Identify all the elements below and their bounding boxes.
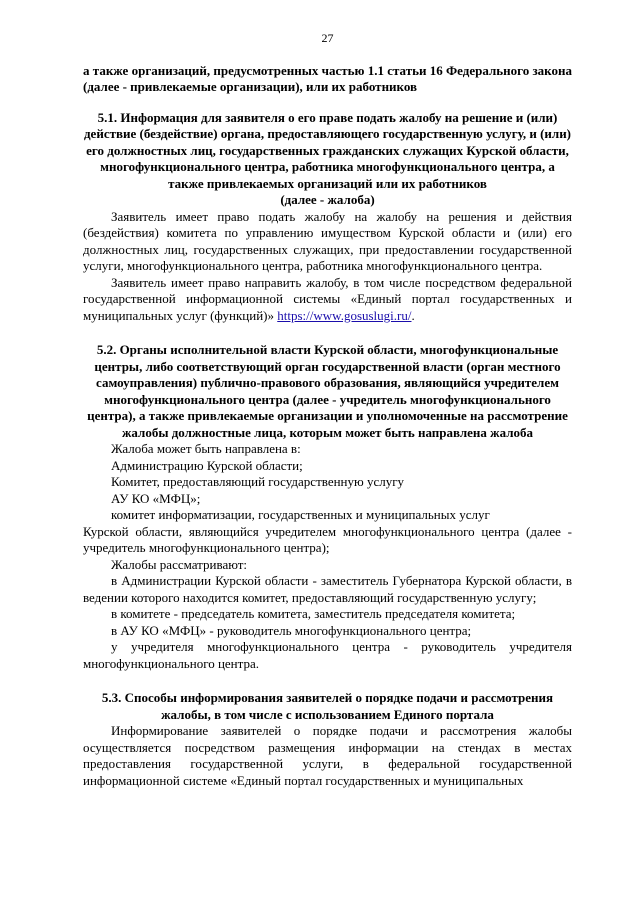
section-5-2-line-3: Комитет, предоставляющий государственную услугу bbox=[111, 474, 405, 489]
section-5-1-paragraph-2-end: . bbox=[411, 307, 415, 323]
section-5-3 bbox=[83, 690, 572, 789]
section-5-2-review-3: в АУ КО «МФЦ» - руководитель многофункционального центра; bbox=[111, 622, 472, 638]
section-5-2-heading: 5.2. Органы исполнительной власти Курской области, многофункциональные центры, либо соответствующий орган государственной власти (орган местного самоуправления) публично-правового образования, являющийся учредителем многофункционального центра (далее - учредитель многофункционального центра), а также привлекаемые организации и уполномоченные на рассмотрение жалобы должностные лица, которым может быть направлена жалоба bbox=[87, 342, 568, 440]
section-5-1-subheading: (далее - жалоба) bbox=[280, 192, 375, 207]
section-5-1-paragraph-2-text: Заявитель имеет право направить жалобу, в том числе посредством федеральной государственной информационной системы «Единый портал государственных и муниципальных услуг (функций)» bbox=[83, 274, 572, 323]
section-5-2-continuation: Курской области, являющийся учредителем многофункционального центра (далее - учредитель многофункционального центра); bbox=[83, 523, 572, 555]
section-5-2-review-4: у учредителя многофункционального центра - руководитель учредителя многофункционального центра. bbox=[83, 639, 572, 671]
section-5-2-line-4: АУ КО «МФЦ»; bbox=[111, 490, 201, 506]
section-5-1-paragraph-2 bbox=[83, 275, 572, 325]
section-5-1-paragraph-1: Заявитель имеет право подать жалобу на жалобу на решения и действия (бездействия) комитета по управлению имуществом Курской области и (или) его должностных лиц, государственных служащих, при предоставлении государственной услуги, многофункционального центра, работника многофункционального центра. bbox=[83, 208, 572, 273]
section-5-3-paragraph-1: Информирование заявителей о порядке подачи и рассмотрения жалобы осуществляется посредством размещения информации на стендах в местах предоставления государственной услуги, в федеральной государственной информационной системе «Единый портал государственных и муниципальных bbox=[83, 723, 572, 788]
section-5-2 bbox=[83, 342, 572, 672]
section-5-2-line-2: Администрацию Курской области; bbox=[111, 457, 303, 473]
section-5-1 bbox=[83, 110, 572, 325]
section-5-2-line-5: комитет информатизации, государственных и муниципальных услуг bbox=[111, 507, 490, 522]
section-5-2-review-1: в Администрации Курской области - заместитель Губернатора Курской области, в ведении которого находится комитет, предоставляющий государственную услугу; bbox=[83, 573, 572, 605]
section-5-2-review-intro: Жалобы рассматривают: bbox=[111, 556, 248, 572]
gosuslugi-link[interactable]: https://www.gosuslugi.ru/ bbox=[277, 307, 412, 323]
section-5-3-heading: 5.3. Способы информирования заявителей о порядке подачи и рассмотрения жалобы, в том числе с использованием Единого портала bbox=[101, 690, 554, 722]
page-number: 27 bbox=[321, 31, 334, 45]
section-5-1-heading: 5.1. Информация для заявителя о его праве подать жалобу на решение и (или) действие (бездействие) органа, предоставляющего государственную услугу, и (или) его должностных лиц, государственных гражданских служащих Курской области, многофункционального центра, работника многофункционального центра, а также привлекаемых организаций или их работников bbox=[83, 109, 572, 191]
intro-paragraph: а также организаций, предусмотренных частью 1.1 статьи 16 Федерального закона (далее - привлекаемые организации), или их работников bbox=[83, 62, 572, 94]
section-5-2-line-1: Жалоба может быть направлена в: bbox=[111, 441, 301, 456]
section-5-2-review-2: в комитете - председатель комитета, заместитель председателя комитета; bbox=[111, 606, 516, 621]
